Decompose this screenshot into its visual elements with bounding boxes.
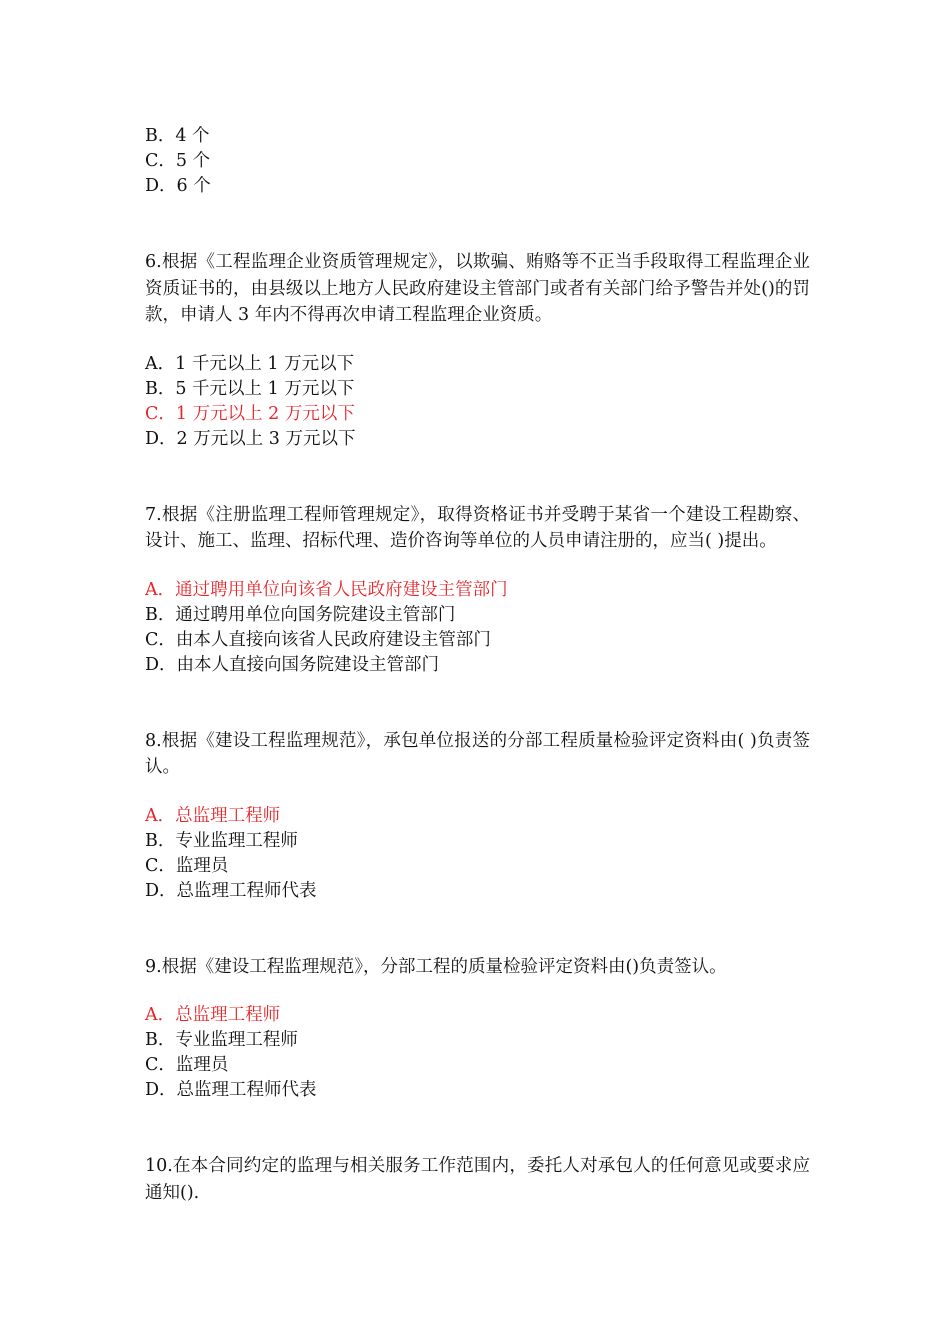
option-c-correct-answer: C．1 万元以上 2 万元以下: [145, 403, 355, 424]
option-a-correct-answer: A．通过聘用单位向该省人民政府建设主管部门: [145, 579, 508, 600]
option-d: D．6 个: [145, 176, 211, 196]
question-7: [145, 502, 810, 678]
option-b: B．通过聘用单位向国务院建设主管部门: [145, 604, 456, 625]
option-c: C．5 个: [145, 151, 211, 171]
question-stem: 6.根据《工程监理企业资质管理规定》，以欺骗、贿赂等不正当手段取得工程监理企业资质证书的，由县级以上地方人民政府建设主管部门或者有关部门给予警告并处()的罚款，申请人 3 年内不得再次申请工程监理企业资质。: [145, 252, 810, 325]
option-a: A．1 千元以上 1 万元以下: [145, 353, 355, 374]
option-d: D．总监理工程师代表: [145, 1080, 317, 1100]
option-d: D．2 万元以上 3 万元以下: [145, 428, 356, 449]
option-d: D．由本人直接向国务院建设主管部门: [145, 654, 440, 675]
question-8: [145, 728, 810, 904]
question-stem: 7.根据《注册监理工程师管理规定》，取得资格证书并受聘于某省一个建设工程勘察、设计、施工、监理、招标代理、造价咨询等单位的人员申请注册的，应当( )提出。: [145, 504, 810, 551]
option-a-correct-answer: A．总监理工程师: [145, 1005, 281, 1025]
question-9: [145, 954, 810, 1104]
option-d: D．总监理工程师代表: [145, 880, 317, 901]
question-stem: 10.在本合同约定的监理与相关服务工作范围内，委托人对承包人的任何意见或要求应通知().: [145, 1156, 810, 1203]
carryover-options: [145, 124, 810, 199]
option-c: C．由本人直接向该省人民政府建设主管部门: [145, 629, 491, 650]
option-c: C．监理员: [145, 855, 229, 876]
question-stem: 8.根据《建设工程监理规范》，承包单位报送的分部工程质量检验评定资料由( )负责签认。: [145, 730, 810, 777]
question-6: [145, 249, 810, 452]
option-a-correct-answer: A．总监理工程师: [145, 805, 281, 826]
question-10: [145, 1153, 810, 1206]
option-b: B．4 个: [145, 126, 210, 146]
option-b: B．专业监理工程师: [145, 830, 298, 851]
document-page: [145, 124, 810, 1206]
question-stem: 9.根据《建设工程监理规范》，分部工程的质量检验评定资料由()负责签认。: [145, 956, 727, 977]
option-c: C．监理员: [145, 1055, 229, 1075]
option-b: B．5 千元以上 1 万元以下: [145, 378, 355, 399]
option-b: B．专业监理工程师: [145, 1030, 298, 1050]
